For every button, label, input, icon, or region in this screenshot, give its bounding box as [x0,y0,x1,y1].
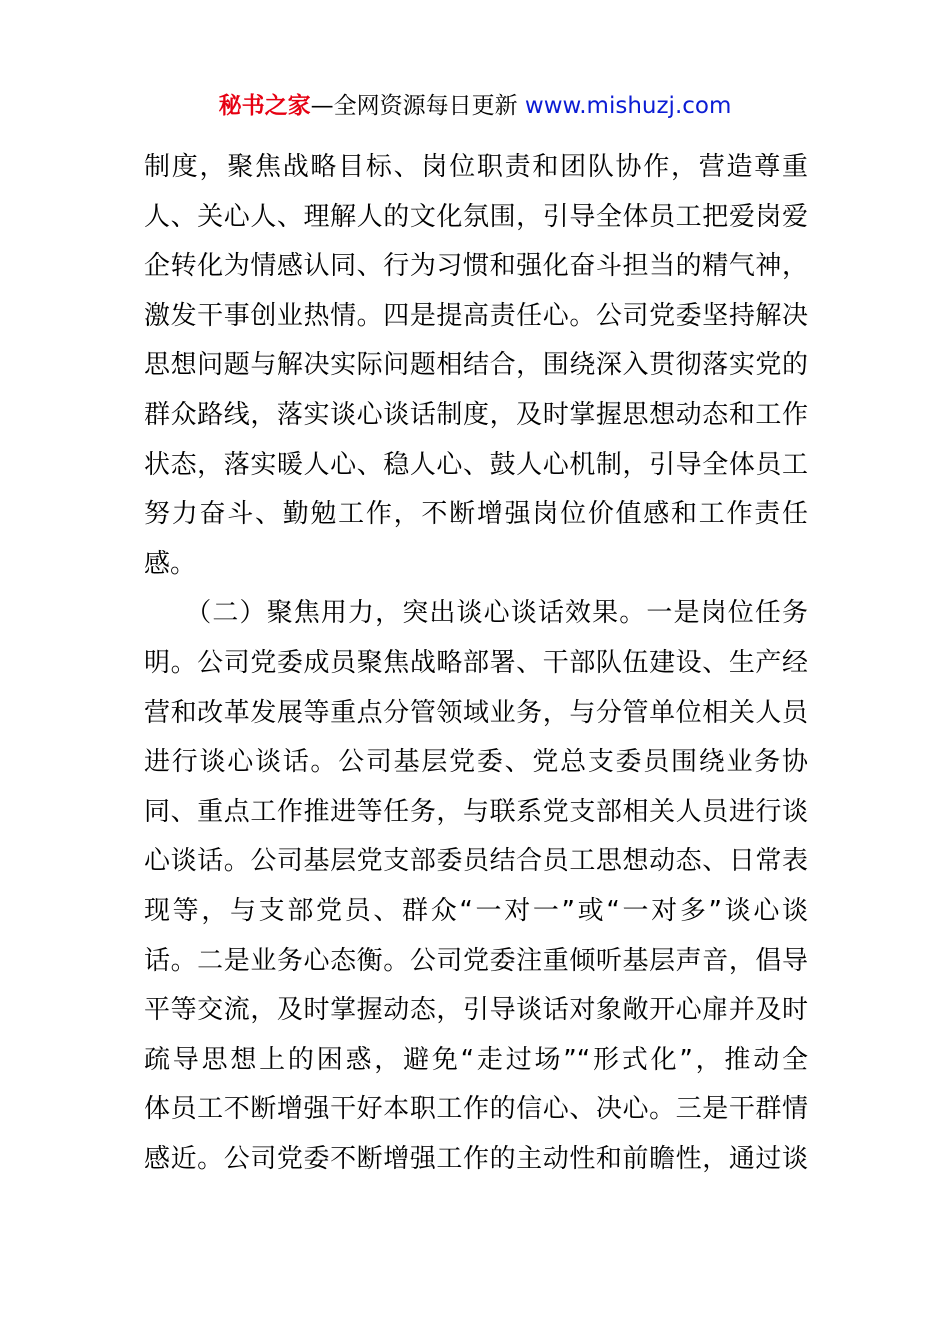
text-line: 感近。公司党委不断增强工作的主动性和前瞻性，通过谈 [144,1143,808,1174]
text-line: 群众路线，落实谈心谈话制度，及时掌握思想动态和工作 [144,399,808,430]
text-line: 明。公司党委成员聚焦战略部署、干部队伍建设、生产经 [144,647,808,678]
text-line: 激发干事创业热情。四是提高责任心。公司党委坚持解决 [144,300,808,331]
site-tagline: —全网资源每日更新 [310,93,518,119]
text-line: 思想问题与解决实际问题相结合，围绕深入贯彻落实党的 [144,350,808,381]
section-heading-line: （二）聚焦用力，突出谈心谈话效果。一是岗位任务 [144,598,808,629]
text-line: 营和改革发展等重点分管领域业务，与分管单位相关人员 [144,697,808,728]
paragraph-end-line: 感。 [144,548,197,579]
site-url-link[interactable]: www.mishuzj.com [524,93,732,119]
text-line: 话。二是业务心态衡。公司党委注重倾听基层声音，倡导 [144,945,808,976]
document-body [144,143,808,1184]
text-line: 人、关心人、理解人的文化氛围，引导全体员工把爱岗爱 [144,201,808,232]
text-line: 同、重点工作推进等任务，与联系党支部相关人员进行谈 [144,796,808,827]
text-line: 努力奋斗、勤勉工作，不断增强岗位价值感和工作责任 [144,499,808,530]
text-line: 疏导思想上的困惑，避免“走过场”“形式化”，推动全 [144,1044,808,1075]
text-line: 心谈话。公司基层党支部委员结合员工思想动态、日常表 [144,846,808,877]
text-line: 企转化为情感认同、行为习惯和强化奋斗担当的精气神， [144,251,808,282]
text-line: 状态，落实暖人心、稳人心、鼓人心机制，引导全体员工 [144,449,808,480]
text-line: 平等交流，及时掌握动态，引导谈话对象敞开心扉并及时 [144,995,808,1026]
text-line: 进行谈心谈话。公司基层党委、党总支委员围绕业务协 [144,747,808,778]
text-line: 制度，聚焦战略目标、岗位职责和团队协作，营造尊重 [144,152,808,182]
text-line: 体员工不断增强干好本职工作的信心、决心。三是干群情 [144,1094,808,1125]
text-line: 现等，与支部党员、群众“一对一”或“一对多”谈心谈 [144,895,808,926]
site-brand: 秘书之家 [218,93,311,119]
page-header [0,86,950,126]
